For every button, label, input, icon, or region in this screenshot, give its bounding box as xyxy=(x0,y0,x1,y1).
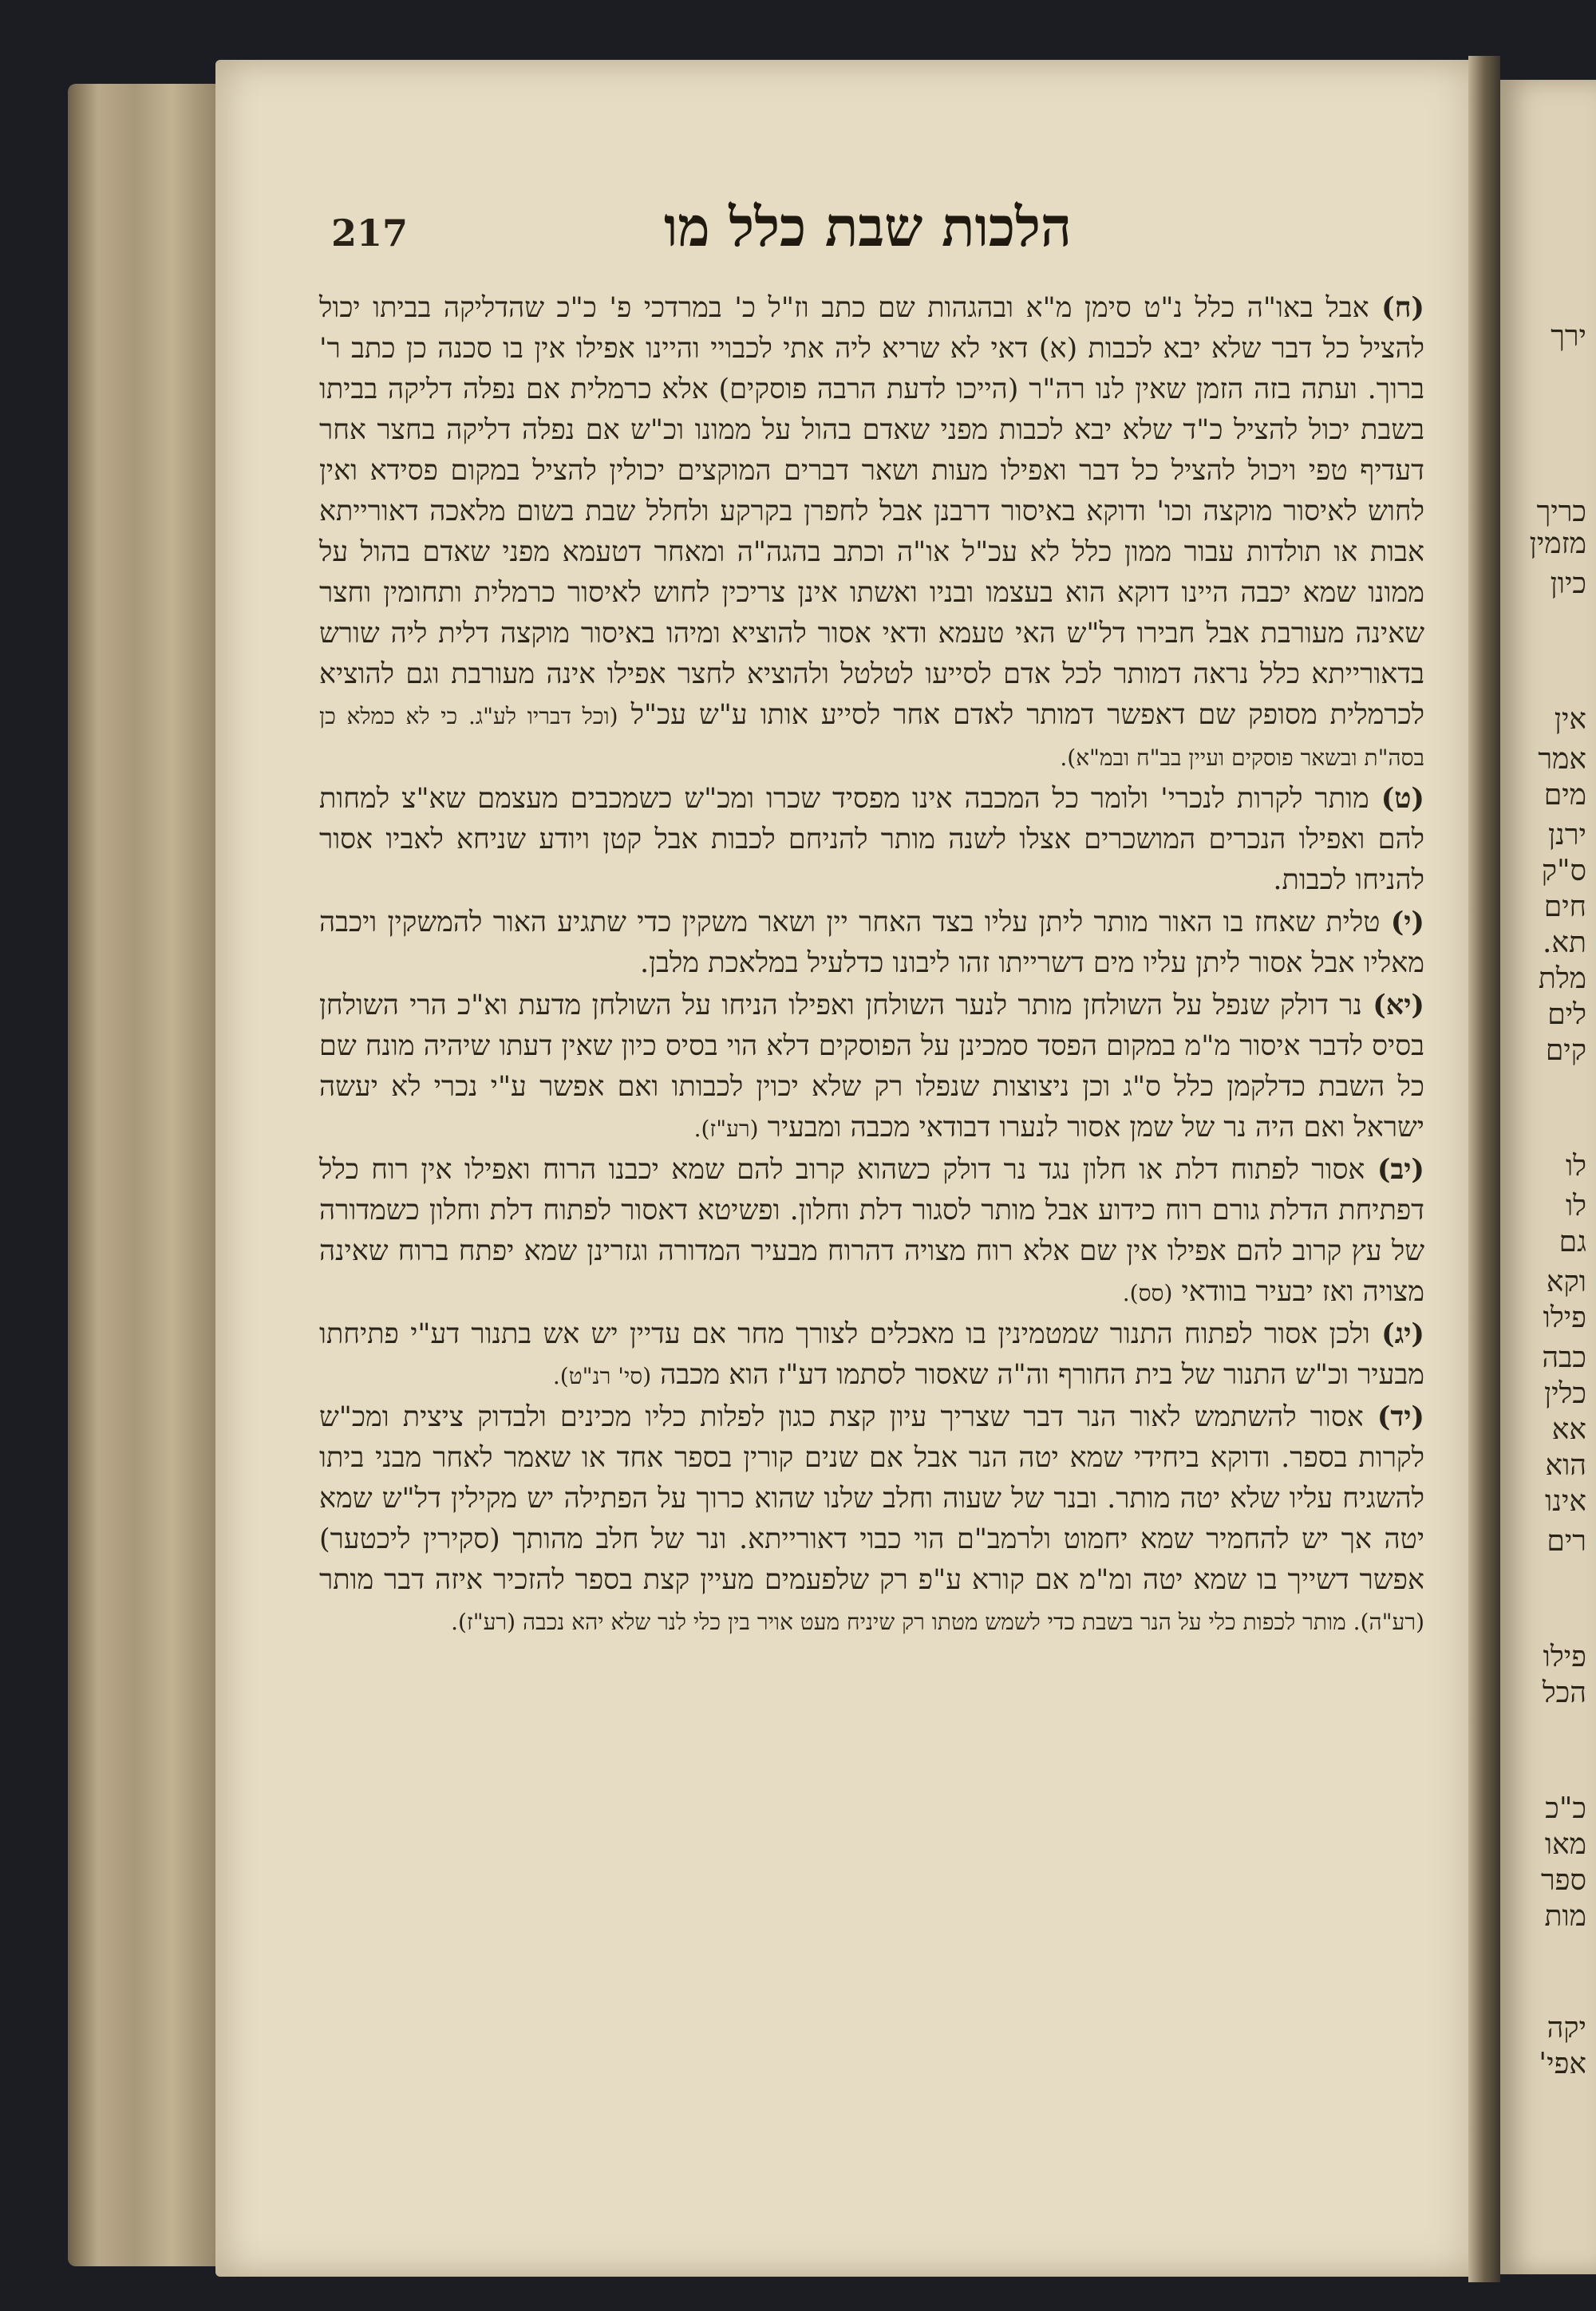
adjacent-page-text-fragment: לו xyxy=(1565,1150,1586,1183)
adjacent-page-text-fragment: רים xyxy=(1547,1525,1586,1558)
paragraph-mark: (ח) xyxy=(1381,291,1424,324)
adjacent-page-text-fragment: קים xyxy=(1545,1034,1586,1067)
adjacent-page-text-fragment: אינו xyxy=(1545,1485,1586,1518)
book-gutter xyxy=(1468,56,1500,2282)
adjacent-page-text-fragment: כריך xyxy=(1536,496,1586,528)
adjacent-page-text-fragment: וקא xyxy=(1546,1266,1586,1298)
adjacent-page-text-fragment: גם xyxy=(1558,1226,1586,1258)
adjacent-page-text-fragment: הכל xyxy=(1542,1677,1586,1709)
adjacent-page-text-fragment: כבה xyxy=(1542,1341,1586,1374)
paragraph-mark: (ט) xyxy=(1381,782,1424,815)
paragraph-text: אסור להשתמש לאור הנר דבר שצריך עיון קצת כגון לפלות כליו מכינים ולבדוק ציצית ומכ"ש לקרות בספר. ודוקא ביחידי שמא יטה הנר אבל אם שנים קורין בספר אחד או שאמר לאחר מבני ביתו להשגיח עליו שלא יטה מותר. ובנר של שעוה וחלב שלנו שהוא כרוך על הפתילה יש מקילין דל"ש שמא יטה אך יש להחמיר שמא יחמוט ולרמב"ם הוי כבוי דאורייתא. ונר של חלב מהותך (סקירין ליכטער) אפשר דשייך בו שמא יטה ומ"מ אם קורא ע"פ רק שלפעמים מעיין קצת בספר להזכיר איזה דבר מותר xyxy=(319,1401,1424,1596)
running-head: הלכות שבת כלל מו xyxy=(664,196,1072,259)
paragraph-note: (סי' רנ"ט). xyxy=(552,1363,652,1389)
adjacent-page-text-fragment: פילו xyxy=(1543,1302,1586,1334)
adjacent-page-text-fragment: כיון xyxy=(1550,567,1586,600)
adjacent-page-text-fragment: כ"כ xyxy=(1545,1792,1586,1825)
paragraph-12 xyxy=(319,1149,1424,1314)
adjacent-page-text-fragment: מזמין xyxy=(1529,527,1586,560)
adjacent-page-text-fragment: ירך xyxy=(1551,320,1586,353)
adjacent-page-text-fragment: אמר xyxy=(1538,743,1586,776)
paragraph-text: מותר לקרות לנכרי' ולומר כל המכבה אינו מפסיד שכרו ומכ"ש כשמכבים מעצמם שא"צ למחות להם ואפילו הנכרים המושכרים אצלו לשנה מותר להניחם לכבות אבל קטן ויודע שניחא לאביו אסור להניחו לכבות. xyxy=(319,783,1424,896)
adjacent-page-text-fragment: מאו xyxy=(1544,1828,1586,1861)
adjacent-page-text-fragment: ירנן xyxy=(1547,819,1586,851)
paragraph-note: (וכל דבריו לע"ג. כי לא כמלא כן בסה"ת ובשאר פוסקים ועיין בב"ח ובמ"א). xyxy=(319,703,1424,771)
paragraph-9 xyxy=(319,778,1424,902)
adjacent-page-text-fragment: ס"ק xyxy=(1541,855,1586,887)
paragraph-note: (סס). xyxy=(1122,1280,1173,1306)
paragraph-14 xyxy=(319,1396,1424,1642)
adjacent-page-text-fragment: חים xyxy=(1543,891,1586,923)
paragraph-mark: (י) xyxy=(1390,906,1424,938)
paragraph-text: נר דולק שנפל על השולחן מותר לנער השולחן ואפילו הניחו על השולחן מדעת וא"כ הרי השולחן בסיס לדבר איסור מ"מ במקום הפסד סמכינן על הפוסקים דלא הוי בסיס כיון שאין דעתו שיהיה מונח שם כל השבת כדלקמן כלל ס"ג וכן ניצוצות שנפלו רק שלא יכוין לכבותו ואם אפשר ע"י נכרי לא יעשה ישראל ואם היה נר של שמן אסור לנערו דבודאי מכבה ומבעיר xyxy=(319,990,1424,1144)
adjacent-page-text-fragment: מות xyxy=(1544,1900,1586,1933)
paragraph-10 xyxy=(319,902,1424,985)
adjacent-page-text-fragment: פילו xyxy=(1543,1641,1586,1673)
page-number: 217 xyxy=(331,211,409,255)
paragraph-note: (רע"ה). מותר לכפות כלי על הנר בשבת כדי לשמש מטתו רק שיניח מעט אויר בין כלי לנר שלא יהא נכבה (רע"ז). xyxy=(451,1609,1424,1635)
adjacent-page-text-fragment: הוא xyxy=(1545,1449,1586,1482)
adjacent-page-text-fragment: יקה xyxy=(1547,2012,1586,2044)
adjacent-page-text-fragment: אין xyxy=(1554,703,1586,736)
book-page-edges xyxy=(68,84,235,2266)
adjacent-page-text-fragment: מלת xyxy=(1538,962,1586,995)
adjacent-page-text-fragment: תא. xyxy=(1542,926,1586,959)
adjacent-page-text-fragment: אא xyxy=(1551,1413,1586,1446)
paragraph-mark: (יב) xyxy=(1377,1153,1424,1186)
paragraph-note: (רע"ז). xyxy=(693,1116,759,1142)
adjacent-page-text-fragment: ספר xyxy=(1540,1864,1586,1897)
paragraph-mark: (יג) xyxy=(1381,1317,1424,1350)
adjacent-page xyxy=(1500,80,1596,2274)
adjacent-page-text-fragment: לים xyxy=(1547,998,1586,1031)
page-header xyxy=(315,196,1420,283)
paragraph-text: אבל באו"ה כלל נ"ט סימן מ"א ובהגהות שם כתב וז"ל כ' במרדכי פ' כ"כ שהדליקה בביתו יכול להציל כל דבר שלא יבא לכבות (א) דאי לא שריא ליה אתי לכבויי והיינו אפילו אין בו סכנה כן כתב ר' ברוך. ועתה בזה הזמן שאין לנו רה"ר (הייכו לדעת הרבה פוסקים) אלא כרמלית אם נפלה דליקה בביתו בשבת יכול להציל כ"ד שלא יבא לכבות מפני שאדם בהול על ממונו וכ"ש אם נפלה דליקה בחצר אחר דעדיף טפי ויכול להציל כל דבר ואפילו מעות ושאר דברים המוקצים יכולין להציל במקום פסידא ואין לחוש לאיסור מוקצה וכו' ודוקא באיסור דרבנן אבל לחפרן בקרקע ולחלל שבת בשום מלאכה דאורייתא אבות או תולדות עבור ממון כלל לא עכ"ל או"ה וכתב בהגה"ה ומאחר דטעמא מפני שאדם בהול על ממונו שמא יכבה היינו דוקא הוא בעצמו ובניו ואשתו אינן צריכין לחוש לאיסור כרמלית ותחומין וחצר שאינה מעורבת אבל חבירו דל"ש האי טעמא ודאי אסור להוציא ומיהו באיסור מוקצה דלית ליה שורש בדאורייתא כלל נראה דמותר לכל אדם לסייעו לטלטל ולהוציא לחצר אפילו אינה מעורבת וגם להוציא לכרמלית מסופק שם דאפשר דמותר לאדם אחר לסייע אותו ע"ש עכ"ל xyxy=(319,292,1424,731)
paragraph-text: ולכן אסור לפתוח התנור שמטמינין בו מאכלים לצורך מחר אם עדיין יש אש בתנור דע"י פתיחתו מבעיר וכ"ש התנור של בית החורף וה"ה שאסור לסתמו דע"ז הוא מכבה xyxy=(319,1318,1424,1391)
adjacent-page-text-fragment: לו xyxy=(1565,1190,1586,1223)
paragraph-mark: (יד) xyxy=(1377,1400,1424,1433)
main-text xyxy=(319,287,1424,1642)
paragraph-text: אסור לפתוח דלת או חלון נגד נר דולק כשהוא קרוב להם שמא יכבנו הרוח ואפילו אין רוח כלל דפתיחת הדלת גורם רוח כידוע אבל מותר לסגור דלת וחלון. ופשיטא דאסור לפתוח דלת וחלון כשמדורה של עץ קרוב להם אפילו אין שם אלא רוח מצויה דהרוח מבעיר המדורה וגזרינן שמא יפתח ברוח שאינה מצויה ואז יבעיר בוודאי xyxy=(319,1154,1424,1308)
paragraph-8 xyxy=(319,287,1424,778)
paragraph-text: טלית שאחז בו האור מותר ליתן עליו בצד האחר יין ושאר משקין כדי שתגיע האור להמשקין ויכבה מאליו אבל אסור ליתן עליו מים דשרייתו זהו ליבונו כדלעיל במלאכת מלבן. xyxy=(319,907,1424,979)
paragraph-13 xyxy=(319,1314,1424,1396)
adjacent-page-text-fragment: מים xyxy=(1543,779,1586,812)
paragraph-11 xyxy=(319,985,1424,1149)
paragraph-mark: (יא) xyxy=(1373,989,1424,1021)
adjacent-page-text-fragment: כלין xyxy=(1543,1377,1586,1410)
adjacent-page-text-fragment: אפי' xyxy=(1539,2048,1586,2080)
